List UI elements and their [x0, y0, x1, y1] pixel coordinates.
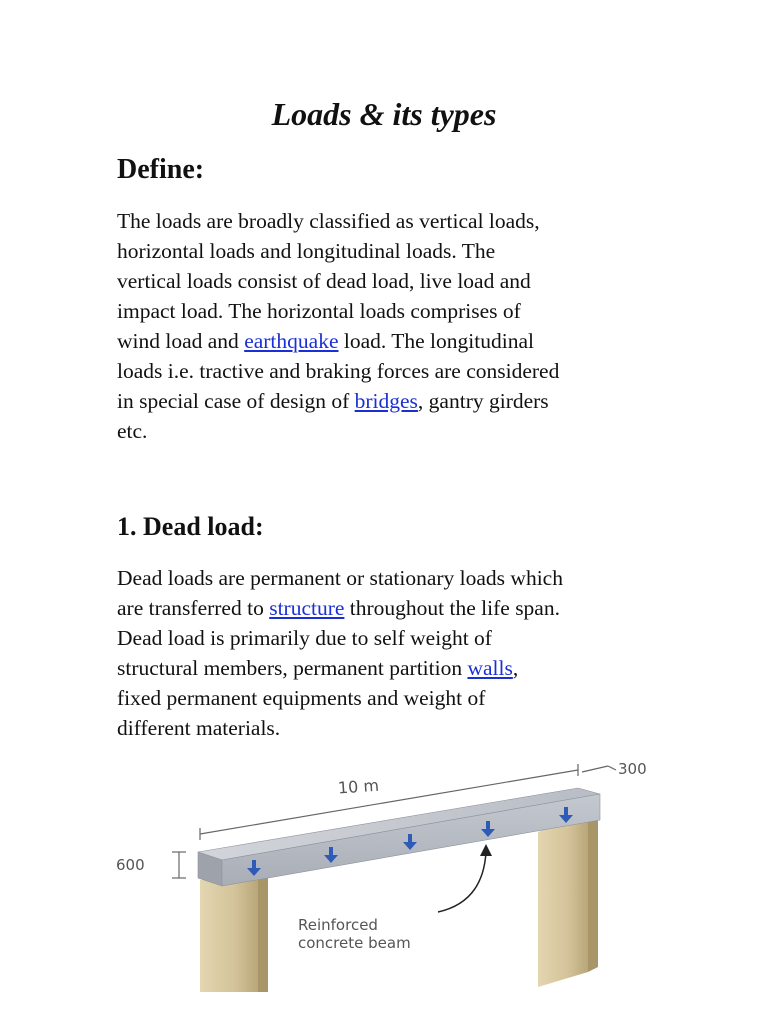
text-fragment: , gantry girders — [417, 389, 549, 413]
dead-load-paragraph — [117, 563, 677, 743]
callout-label-line2: concrete beam — [298, 934, 411, 952]
bridges-link[interactable]: bridges — [354, 389, 418, 413]
right-column — [538, 807, 598, 987]
page-title: Loads & its types — [271, 96, 497, 132]
text-fragment: , — [512, 656, 519, 680]
text-line — [117, 653, 677, 683]
text-fragment: wind load and — [117, 329, 245, 353]
text-line: etc. — [117, 419, 148, 443]
text-fragment: are transferred to — [117, 596, 270, 620]
structure-link[interactable]: structure — [269, 596, 345, 620]
width-label: 300 — [618, 760, 647, 778]
text-line — [117, 326, 677, 356]
text-line: The loads are broadly classified as vertical loads, — [117, 209, 540, 233]
text-line — [117, 593, 677, 623]
text-line: Dead loads are permanent or stationary loads which — [117, 566, 563, 590]
depth-label: 600 — [116, 856, 145, 874]
text-fragment: throughout the life span. — [344, 596, 560, 620]
text-fragment: in special case of design of — [117, 389, 355, 413]
text-line: impact load. The horizontal loads comprises of — [117, 299, 521, 323]
beam-figure — [108, 752, 660, 992]
span-label: 10 m — [337, 775, 380, 798]
callout-arrow — [438, 844, 492, 912]
text-fragment: structural members, permanent partition — [117, 656, 468, 680]
text-fragment: load. The longitudinal — [338, 329, 534, 353]
text-line: fixed permanent equipments and weight of — [117, 686, 486, 710]
text-line: loads i.e. tractive and braking forces are considered — [117, 359, 560, 383]
text-line — [117, 386, 677, 416]
define-heading: Define: — [117, 154, 205, 185]
beam-diagram — [108, 752, 660, 992]
section-heading-dead-load: 1. Dead load: — [117, 512, 264, 541]
depth-dimension — [172, 852, 186, 878]
text-line: Dead load is primarily due to self weight of — [117, 626, 492, 650]
width-dimension — [582, 766, 616, 772]
left-column — [200, 872, 268, 992]
text-line: vertical loads consist of dead load, live load and — [117, 269, 531, 293]
text-line: horizontal loads and longitudinal loads. The — [117, 239, 496, 263]
walls-link[interactable]: walls — [467, 656, 513, 680]
definition-paragraph — [117, 206, 677, 446]
callout-label-line1: Reinforced — [298, 916, 378, 934]
text-line: different materials. — [117, 716, 281, 740]
earthquake-link[interactable]: earthquake — [244, 329, 339, 353]
